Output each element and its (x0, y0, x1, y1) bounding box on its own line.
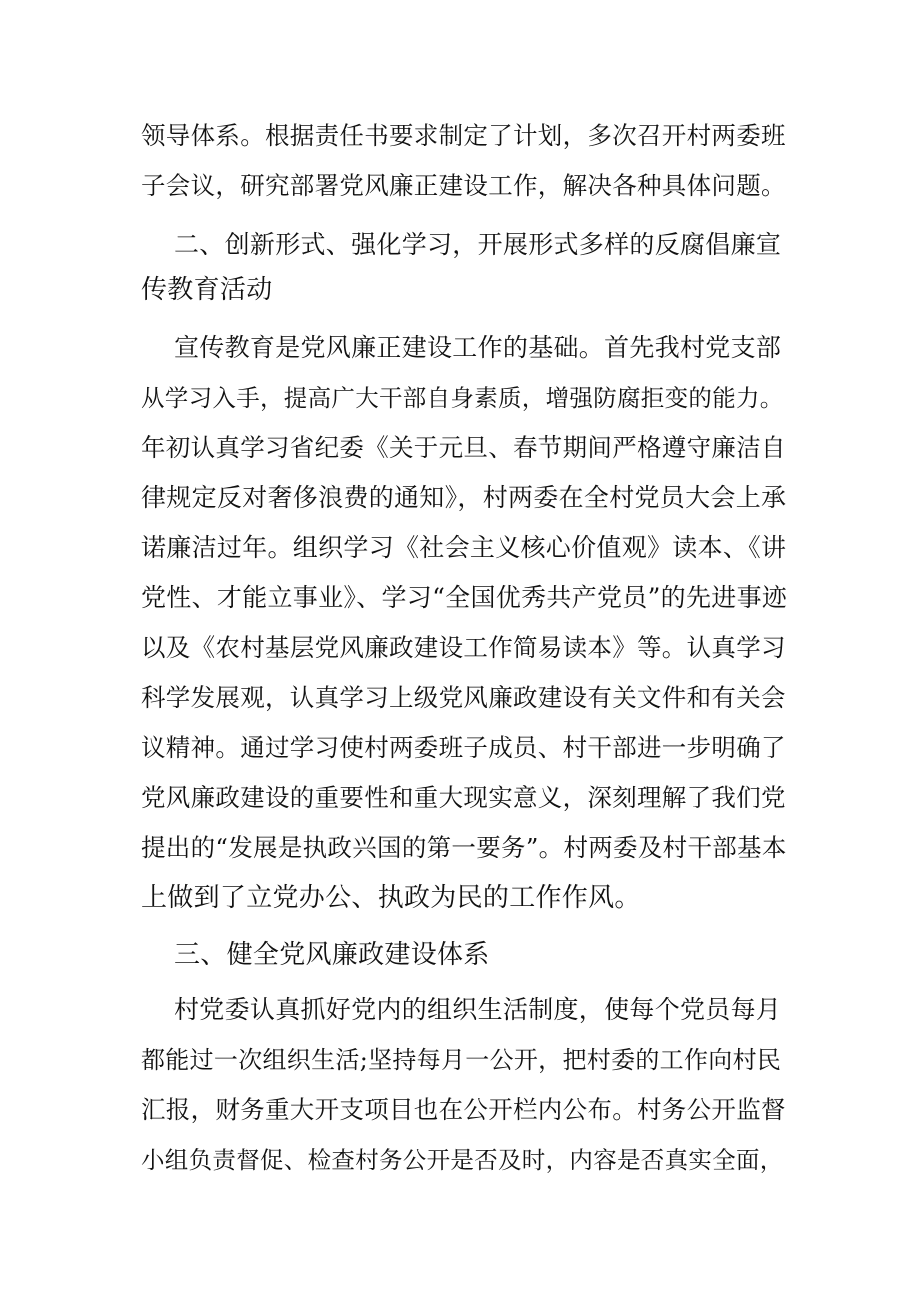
paragraph-line: 党性、才能立事业》、学习“全国优秀共产党员”的先进事迹 (141, 583, 788, 612)
paragraph-line: 诺廉洁过年。组织学习《社会主义核心价值观》读本、《讲 (141, 533, 787, 562)
paragraph-line: 党风廉政建设的重要性和重大现实意义，深刻理解了我们党 (141, 783, 786, 812)
paragraph-line: 议精神。通过学习使村两委班子成员、村干部进一步明确了 (141, 733, 786, 762)
paragraph-line: 上做到了立党办公、执政为民的工作作风。 (141, 883, 641, 913)
section-heading-line: 三、健全党风廉政建设体系 (174, 940, 490, 970)
paragraph-line: 子会议，研究部署党风廉正建设工作，解决各种具体问题。 (141, 171, 786, 200)
paragraph-line: 以及《农村基层党风廉政建设工作简易读本》等。认真学习 (141, 633, 786, 662)
paragraph-line: 都能过一次组织生活;坚持每月一公开，把村委的工作向村民 (141, 1046, 782, 1074)
paragraph-line: 汇报，财务重大开支项目也在公开栏内公布。村务公开监督 (141, 1095, 786, 1124)
paragraph-line: 从学习入手，提高广大干部自身素质，增强防腐拒变的能力。 (141, 384, 784, 412)
section-heading-line: 传教育活动 (141, 275, 273, 305)
section-heading-line: 二、创新形式、强化学习，开展形式多样的反腐倡廉宣 (174, 230, 782, 259)
paragraph-line: 小组负责督促、检查村务公开是否及时，内容是否真实全面， (141, 1146, 784, 1174)
paragraph-line: 年初认真学习省纪委《关于元旦、春节期间严格遵守廉洁自 (141, 433, 786, 462)
paragraph-line: 宣传教育是党风廉正建设工作的基础。首先我村党支部 (174, 333, 782, 362)
paragraph-line: 科学发展观，认真学习上级党风廉政建设有关文件和有关会 (141, 683, 786, 712)
paragraph-line: 提出的“发展是执政兴国的第一要务”。村两委及村干部基本 (141, 833, 787, 862)
paragraph-line: 律规定反对奢侈浪费的通知》，村两委在全村党员大会上承 (141, 483, 787, 512)
paragraph-line: 领导体系。根据责任书要求制定了计划，多次召开村两委班 (141, 121, 786, 150)
paragraph-line: 村党委认真抓好党内的组织生活制度，使每个党员每月 (174, 995, 782, 1024)
